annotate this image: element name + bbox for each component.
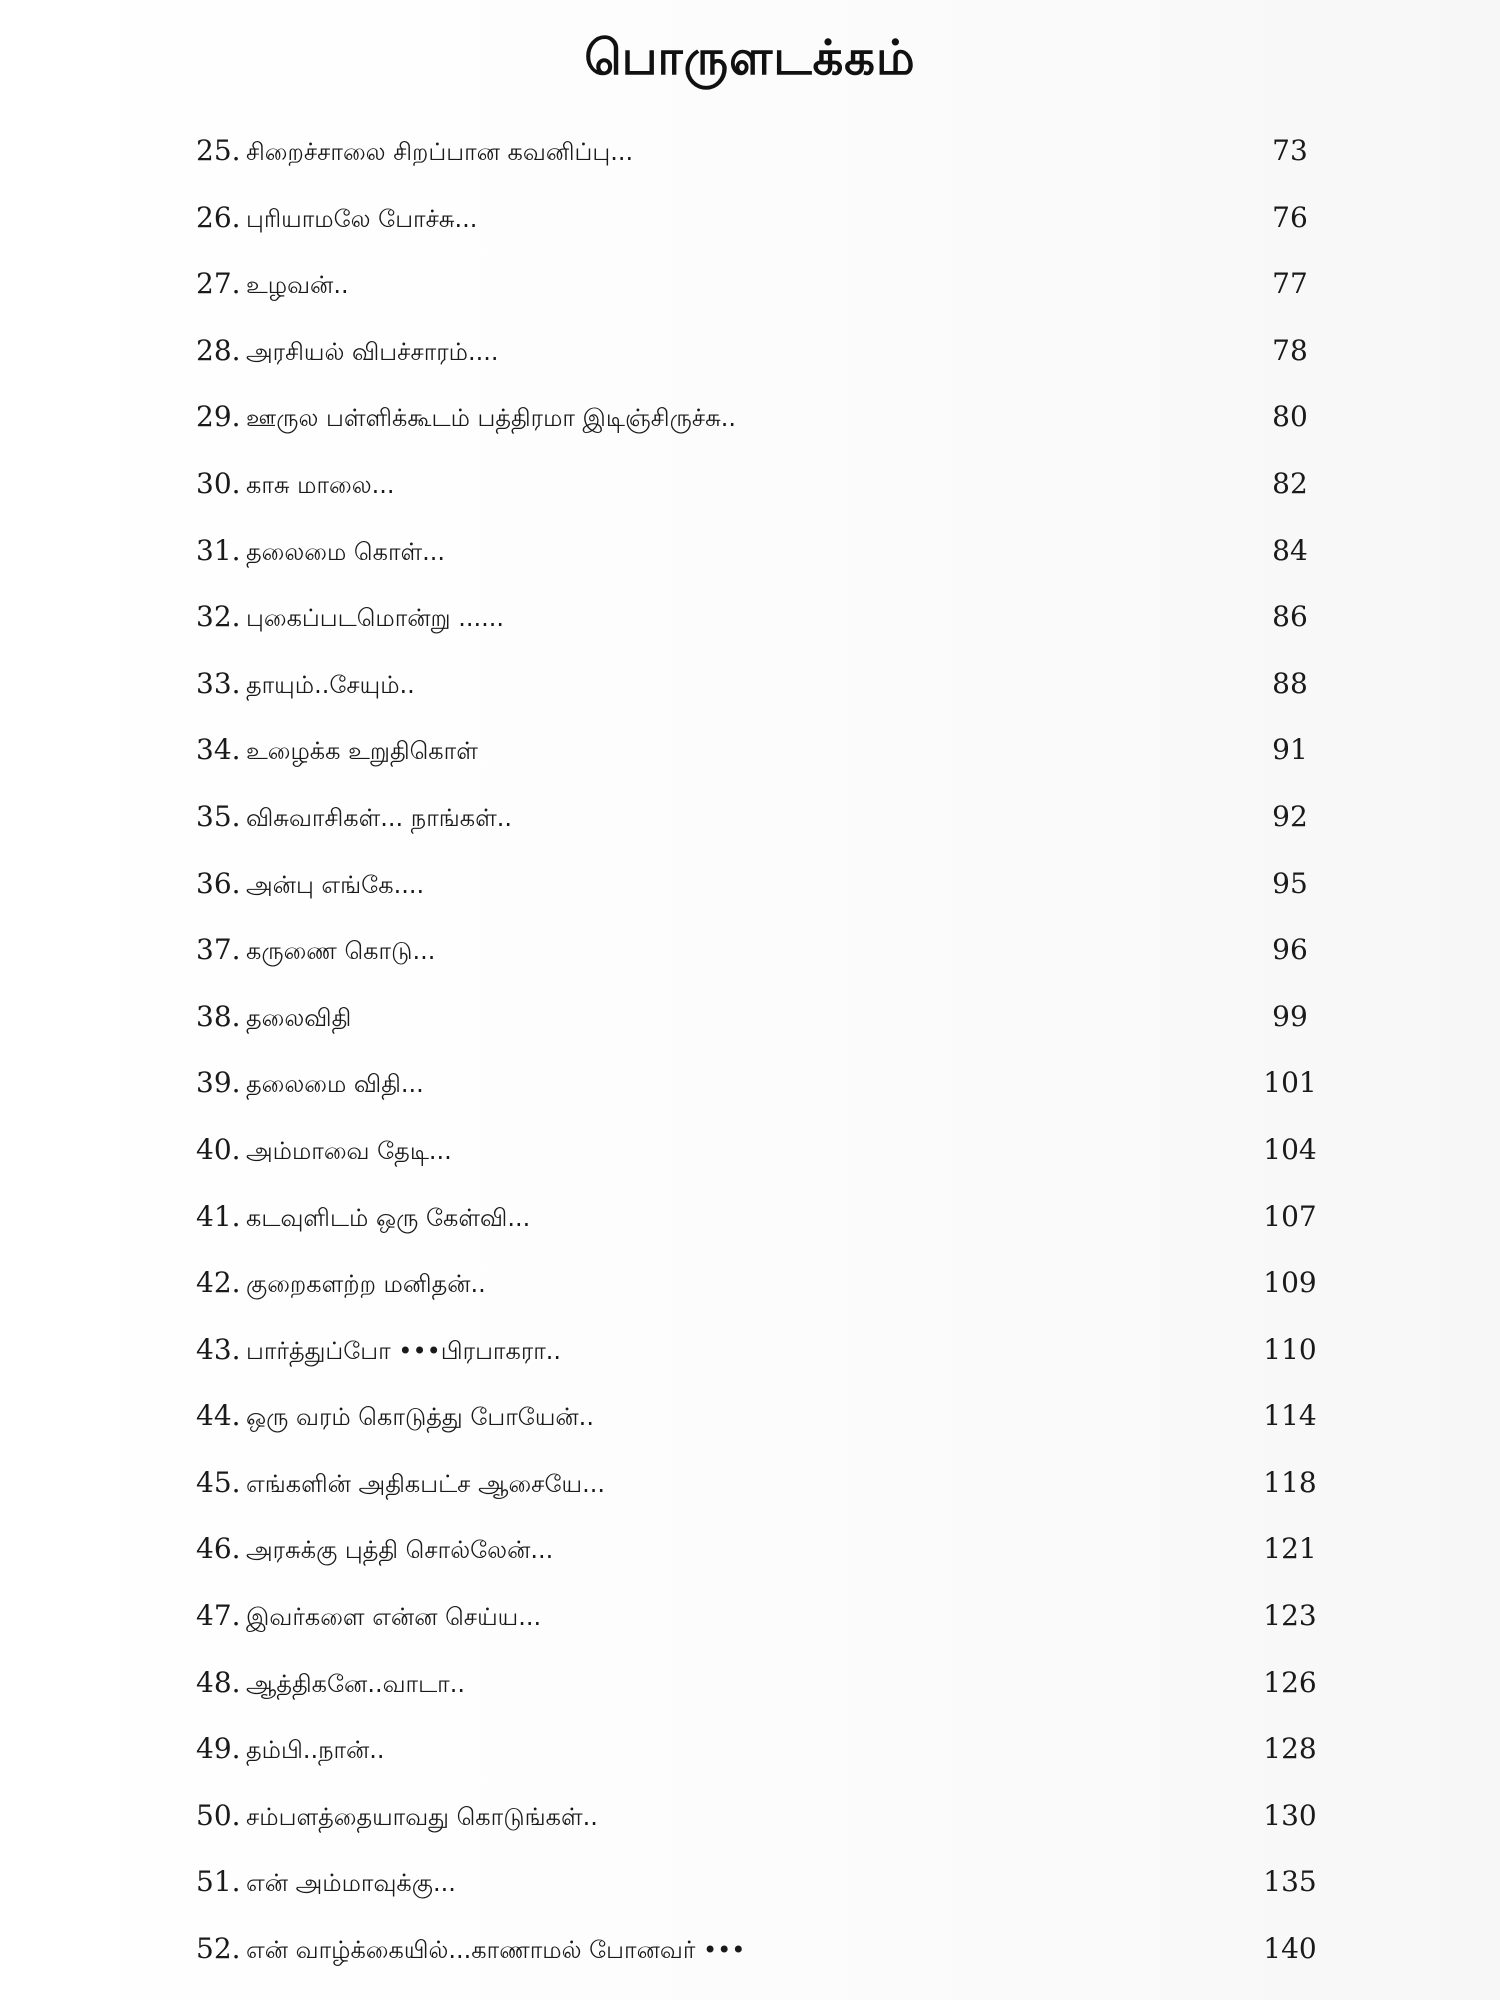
toc-entry — [0, 1056, 1500, 1123]
toc-entry-title: விசுவாசிகள்... நாங்கள்.. — [246, 803, 513, 832]
toc-entry-number: 38. — [196, 999, 241, 1033]
toc-entry-page-number: 95 — [1272, 866, 1308, 900]
toc-entry-number: 27. — [196, 267, 241, 301]
toc-entry-title: சிறைச்சாலை சிறப்பான கவனிப்பு... — [246, 138, 634, 166]
toc-entry-page-number: 88 — [1272, 666, 1308, 700]
toc-entry-title: ஆத்திகனே..வாடா.. — [246, 1669, 465, 1698]
toc-entry — [0, 590, 1500, 657]
toc-entry-number: 45. — [196, 1465, 241, 1499]
toc-entry-page-number: 99 — [1272, 999, 1308, 1033]
toc-entry — [0, 124, 1500, 191]
toc-entry-number: 25. — [196, 134, 241, 167]
toc-entry-page-number: 92 — [1272, 799, 1308, 833]
toc-entry-page-number: 140 — [1263, 1932, 1317, 1966]
toc-entry-number: 37. — [196, 933, 241, 967]
toc-entry — [0, 1922, 1500, 1989]
toc-entry-title: ஒரு வரம் கொடுத்து போயேன்.. — [246, 1403, 594, 1432]
toc-entry — [0, 857, 1500, 924]
toc-entry-number: 50. — [196, 1798, 241, 1832]
toc-entry-title: குறைகளற்ற மனிதன்.. — [246, 1270, 486, 1299]
toc-entry-title: பார்த்துப்போ •••பிரபாகரா.. — [246, 1336, 562, 1365]
toc-entry — [0, 191, 1500, 258]
toc-entry-number: 39. — [196, 1066, 241, 1100]
toc-entry-number: 40. — [196, 1132, 241, 1166]
toc-entry-page-number: 80 — [1272, 400, 1308, 434]
toc-entry — [0, 1256, 1500, 1323]
toc-entry-page-number: 101 — [1263, 1066, 1317, 1100]
toc-entry-number: 52. — [196, 1932, 241, 1966]
toc-entry-page-number: 107 — [1263, 1199, 1317, 1233]
toc-entry-number: 35. — [196, 799, 241, 833]
toc-entry — [0, 1589, 1500, 1656]
toc-entry-page-number: 91 — [1272, 733, 1308, 767]
toc-entry-title: கருணை கொடு... — [246, 937, 436, 966]
toc-entry-number: 29. — [196, 400, 241, 434]
toc-entry-number: 33. — [196, 666, 241, 700]
toc-entry — [0, 390, 1500, 457]
toc-entry-number: 30. — [196, 466, 241, 500]
toc-entry — [0, 990, 1500, 1057]
toc-entry-page-number: 121 — [1263, 1532, 1317, 1566]
toc-entry-number: 36. — [196, 866, 241, 900]
toc-entry-page-number: 130 — [1263, 1798, 1317, 1832]
toc-entry-number: 47. — [196, 1599, 241, 1633]
toc-entry — [0, 1389, 1500, 1456]
toc-entry-page-number: 78 — [1272, 333, 1308, 367]
toc-entry — [0, 1522, 1500, 1589]
toc-entry-number: 46. — [196, 1532, 241, 1566]
toc-entry-page-number: 82 — [1272, 466, 1308, 500]
toc-entry-title: தாயும்..சேயும்.. — [246, 670, 415, 699]
toc-entry-title: அரசுக்கு புத்தி சொல்லேன்... — [246, 1536, 554, 1565]
toc-entry-number: 41. — [196, 1199, 241, 1233]
toc-entry-title: அம்மாவை தேடி... — [246, 1136, 452, 1165]
toc-entry-page-number: 86 — [1272, 600, 1308, 634]
toc-entry-title: தலைமை விதி... — [246, 1070, 424, 1099]
toc-entry — [0, 1656, 1500, 1723]
toc-entry-number: 31. — [196, 533, 241, 567]
toc-entry-number: 49. — [196, 1732, 241, 1766]
toc-entry-page-number: 123 — [1263, 1599, 1317, 1633]
toc-entry — [0, 457, 1500, 524]
toc-entry-page-number: 128 — [1263, 1732, 1317, 1766]
toc-entry-page-number: 77 — [1272, 267, 1308, 301]
toc-entry — [0, 1855, 1500, 1922]
page-title: பொருளடக்கம் — [584, 30, 916, 86]
toc-entry — [0, 1123, 1500, 1190]
toc-entry-page-number: 76 — [1272, 200, 1308, 234]
toc-entry-title: புரியாமலே போச்சு... — [246, 204, 478, 233]
toc-entry-page-number: 110 — [1263, 1332, 1317, 1366]
toc-entry-number: 43. — [196, 1332, 241, 1366]
toc-entry-page-number: 104 — [1263, 1132, 1317, 1166]
table-of-contents — [0, 124, 1500, 1989]
toc-entry-title: தலைவிதி — [246, 1003, 352, 1032]
toc-entry — [0, 1190, 1500, 1257]
toc-entry-title: இவர்களை என்ன செய்ய... — [246, 1603, 542, 1632]
toc-entry-page-number: 109 — [1263, 1266, 1317, 1300]
toc-entry-title: எங்களின் அதிகபட்ச ஆசையே... — [246, 1469, 605, 1498]
toc-entry — [0, 257, 1500, 324]
toc-entry-page-number: 118 — [1263, 1465, 1317, 1499]
toc-entry-number: 44. — [196, 1399, 241, 1433]
toc-entry — [0, 1456, 1500, 1523]
toc-entry-title: உழைக்க உறுதிகொள் — [246, 737, 478, 766]
toc-entry — [0, 1323, 1500, 1390]
toc-entry — [0, 524, 1500, 591]
toc-entry — [0, 723, 1500, 790]
toc-entry-title: தம்பி..நான்.. — [246, 1736, 385, 1765]
toc-entry-page-number: 135 — [1263, 1865, 1317, 1899]
toc-entry-title: அரசியல் விபச்சாரம்.... — [246, 337, 499, 366]
toc-entry-number: 28. — [196, 333, 241, 367]
toc-entry-title: சம்பளத்தையாவது கொடுங்கள்.. — [246, 1802, 598, 1831]
toc-entry-number: 34. — [196, 733, 241, 767]
toc-entry-number: 26. — [196, 200, 241, 234]
toc-entry-title: கடவுளிடம் ஒரு கேள்வி... — [246, 1203, 531, 1232]
toc-entry-title: உழவன்.. — [246, 271, 349, 300]
toc-entry — [0, 657, 1500, 724]
toc-entry-title: தலைமை கொள்... — [246, 537, 446, 566]
toc-entry-title: புகைப்படமொன்று ...... — [246, 604, 505, 633]
toc-entry-number: 32. — [196, 600, 241, 634]
toc-entry-number: 48. — [196, 1665, 241, 1699]
toc-entry-title: காசு மாலை... — [246, 470, 395, 499]
toc-entry — [0, 790, 1500, 857]
toc-entry-page-number: 73 — [1272, 134, 1308, 167]
toc-entry-title: என் அம்மாவுக்கு... — [246, 1869, 456, 1898]
toc-entry-page-number: 126 — [1263, 1665, 1317, 1699]
toc-entry-number: 42. — [196, 1266, 241, 1300]
toc-entry-title: அன்பு எங்கே.... — [246, 870, 425, 899]
toc-entry-page-number: 114 — [1263, 1399, 1317, 1433]
toc-entry — [0, 1722, 1500, 1789]
toc-entry-page-number: 84 — [1272, 533, 1308, 567]
toc-entry — [0, 1789, 1500, 1856]
toc-entry — [0, 923, 1500, 990]
toc-entry — [0, 324, 1500, 391]
toc-entry-number: 51. — [196, 1865, 241, 1899]
toc-entry-title: ஊருல பள்ளிக்கூடம் பத்திரமா இடிஞ்சிருச்சு.. — [246, 404, 737, 433]
toc-entry-title: என் வாழ்க்கையில்...காணாமல் போனவர் ••• — [246, 1936, 746, 1965]
toc-entry-page-number: 96 — [1272, 933, 1308, 967]
